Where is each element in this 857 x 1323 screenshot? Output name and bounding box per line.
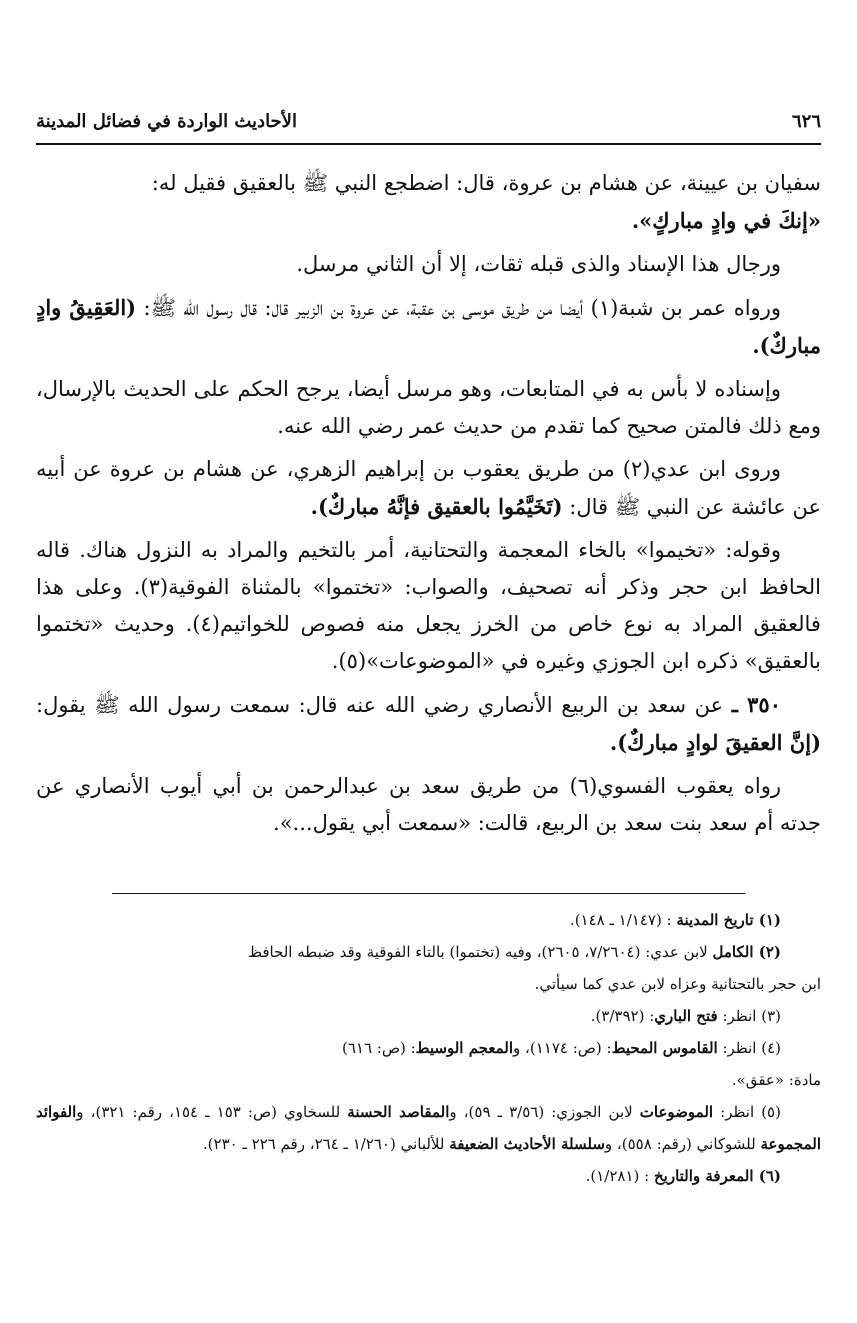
hadith-quote: «إنكَ في وادٍ مباركٍ». bbox=[631, 208, 821, 233]
paragraph-7: رواه يعقوب الفسوي(٦) من طريق سعد بن عبدالرحمن بن أبي أيوب الأنصاري عن جدته أم سعد بنت سعد بن الربيع، قالت: «سمعت أبي يقول...». bbox=[36, 774, 821, 835]
footnote-1: (١) تاريخ المدينة : (١/١٤٧ ـ ١٤٨). bbox=[569, 911, 781, 929]
hadith-quote: (العَقِيقُ وادٍ مباركٌ). bbox=[36, 295, 821, 358]
footnote-2-cont: ابن حجر بالتحتانية وعزاه لابن عدي كما سيأتي. bbox=[534, 975, 821, 993]
hadith-350: ٣٥٠ ـ عن سعد بن الربيع الأنصاري رضي الله عنه قال: سمعت رسول الله ﷺ يقول: (إنَّ العقيقَ لوادٍ مباركٌ). bbox=[36, 692, 821, 755]
footnotes bbox=[36, 904, 821, 1192]
paragraph-4: وإسناده لا بأس به في المتابعات، وهو مرسل أيضا، يرجح الحكم على الحديث بالإرسال، ومع ذلك فالمتن صحيح كما تقدم من حديث عمر رضي الله عنه. bbox=[36, 377, 821, 438]
footnote-4-cont: مادة: «عقق». bbox=[731, 1071, 821, 1089]
page-header bbox=[36, 92, 821, 132]
footnote-3: (٣) انظر: فتح الباري: (٣/٣٩٢). bbox=[590, 1007, 781, 1025]
footnote-6: (٦) المعرفة والتاريخ : (١/٢٨١). bbox=[585, 1167, 781, 1185]
paragraph-2: ورجال هذا الإسناد والذى قبله ثقات، إلا أن الثاني مرسل. bbox=[296, 252, 781, 276]
footnote-2: (٢) الكامل لابن عدي: (٧/٢٦٠٤، ٢٦٠٥)، وفيه (تختموا) بالتاء الفوقية وقد ضبطه الحافظ bbox=[248, 943, 781, 961]
paragraph-3: ورواه عمر بن شبة(١) أيضا من طريق موسى بن عقبة، عن عروة بن الزبير قال: قال رسول الله ﷺ: (العَقِيقُ وادٍ مباركٌ). bbox=[36, 295, 821, 358]
footnote-rule bbox=[112, 893, 745, 894]
header-rule bbox=[36, 143, 821, 145]
paragraph-6: وقوله: «تخيموا» بالخاء المعجمة والتحتانية، أمر بالتخيم والمراد به النزول هناك. قاله الحافظ ابن حجر وذكر أنه تصحيف، والصواب: «تختموا» بالمثناة الفوقية(٣). وعلى هذا فالعقيق المراد به نوع خاص من الخرز يجعل منه فصوص للخواتيم(٤). وحديث «تختموا بالعقيق» ذكره ابن الجوزي وغيره في «الموضوعات»(٥). bbox=[36, 538, 822, 673]
hadith-quote: (إنَّ العقيقَ لوادٍ مباركٌ). bbox=[609, 730, 821, 755]
main-text bbox=[36, 165, 821, 848]
paragraph-5: وروى ابن عدي(٢) من طريق يعقوب بن إبراهيم الزهري، عن هشام بن عروة عن أبيه عن عائشة عن النبي ﷺ قال: (تَخَيَّمُوا بالعقيق فإنَّهُ مباركٌ). bbox=[36, 457, 821, 519]
paragraph-1: سفيان بن عيينة، عن هشام بن عروة، قال: اضطجع النبي ﷺ بالعقيق فقيل له: «إنكَ في وادٍ مباركٍ». bbox=[151, 171, 821, 233]
footnote-5: (٥) انظر: الموضوعات لابن الجوزي: (٣/٥٦ ـ ٥٩)، والمقاصد الحسنة للسخاوي (ص: ١٥٣ ـ ١٥٤، رقم: ٣٢١)، والفوائد المجموعة للشوكاني (رقم: ٥٥٨)، وسلسلة الأحاديث الضعيفة للألباني (١/٢٦٠ ـ ٢٦٤، رقم ٢٢٦ ـ ٢٣٠). bbox=[36, 1103, 821, 1153]
running-title: الأحاديث الواردة في فضائل المدينة bbox=[36, 111, 297, 132]
hadith-number: ٣٥٠ ـ bbox=[731, 692, 781, 717]
footnote-4: (٤) انظر: القاموس المحيط: (ص: ١١٧٤)، والمعجم الوسيط: (ص: ٦١٦) bbox=[341, 1039, 781, 1057]
hadith-quote: (تَخَيَّمُوا بالعقيق فإنَّهُ مباركٌ). bbox=[310, 494, 563, 519]
page-number: ٦٢٦ bbox=[791, 111, 821, 132]
